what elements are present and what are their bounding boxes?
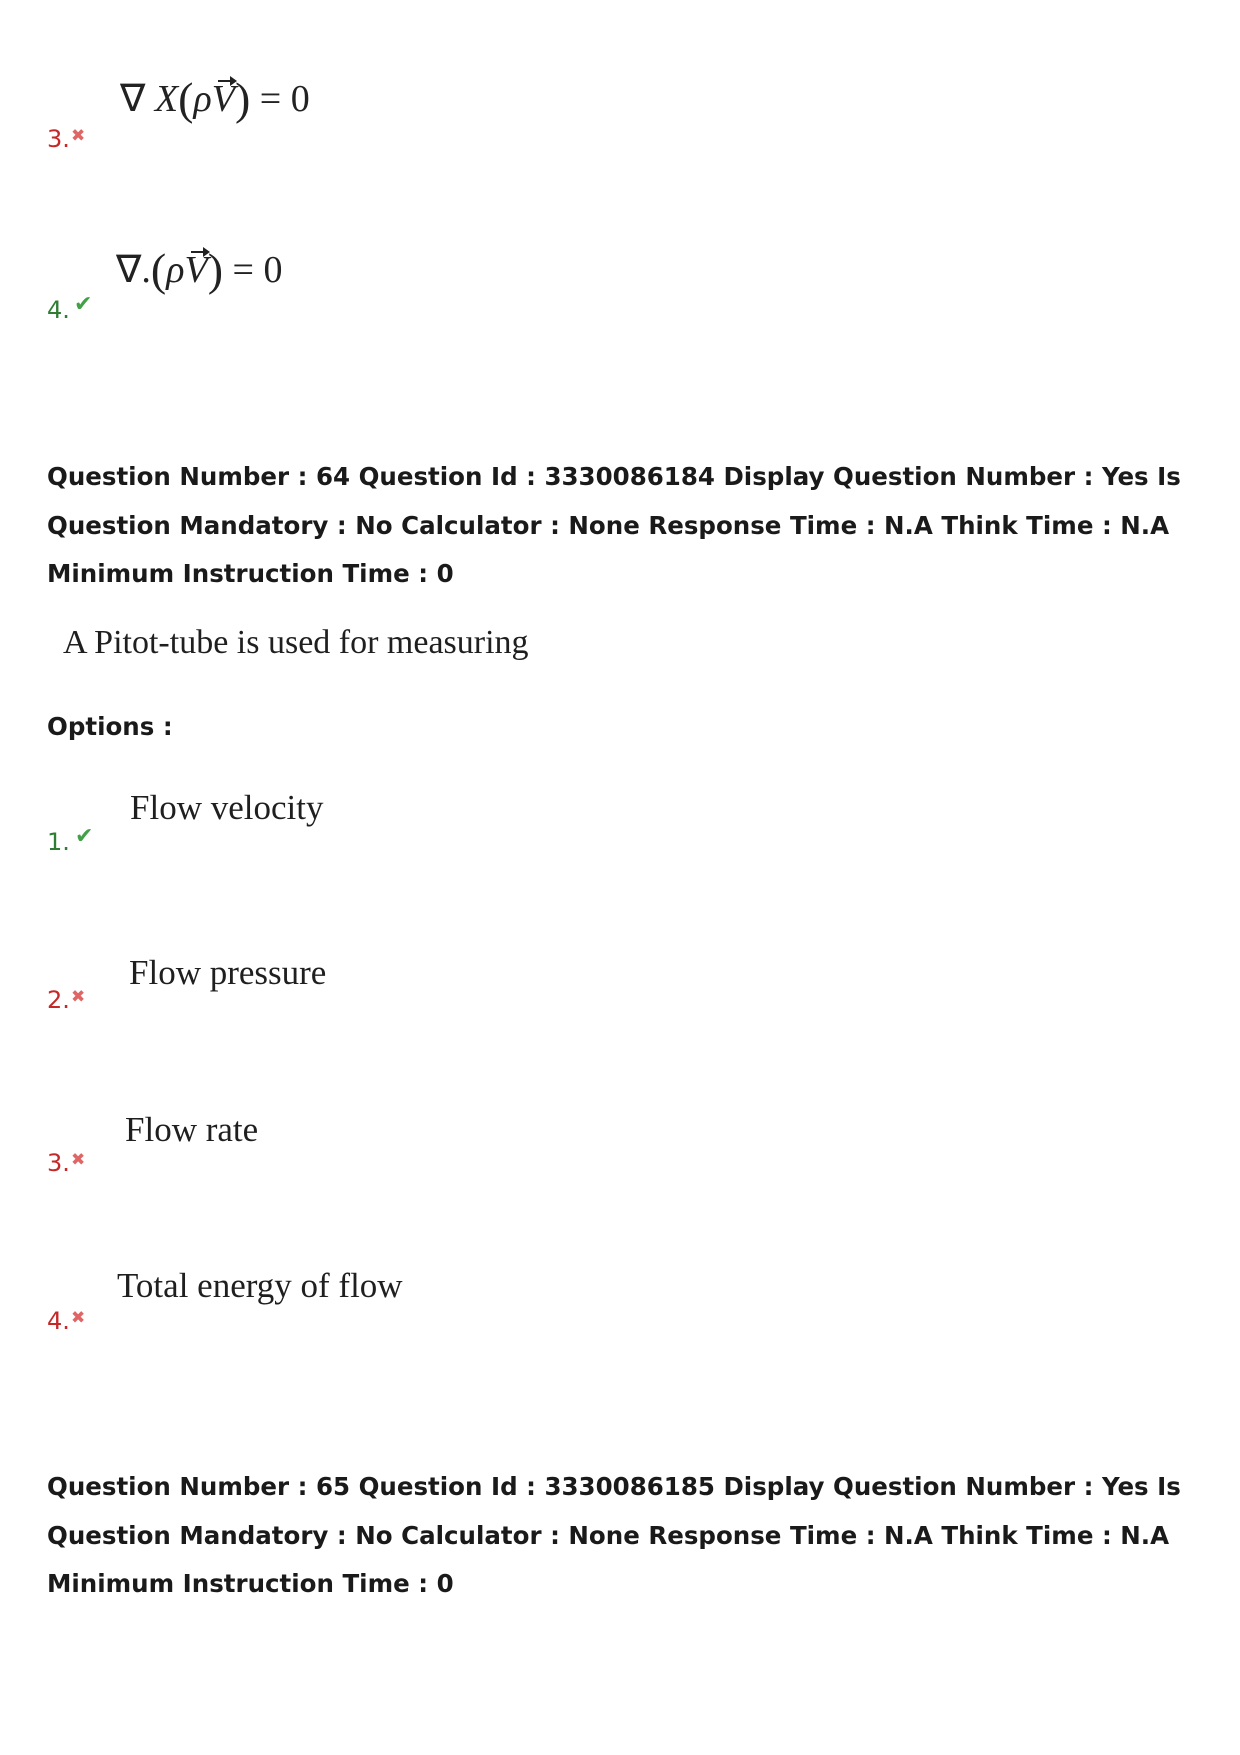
prev-option-4-formula	[116, 243, 282, 296]
check-icon: ✔	[75, 824, 94, 849]
option-number: 1.	[47, 828, 70, 856]
option-number: 4.	[47, 296, 70, 324]
right-paren: )	[234, 73, 251, 124]
cross-icon: ✖	[71, 1308, 86, 1328]
q64-option-2-text: Flow pressure	[129, 953, 327, 992]
cross-icon: ✖	[71, 126, 86, 146]
cross-operator: X	[154, 78, 179, 120]
option-number: 3.	[47, 1149, 70, 1177]
options-label: Options :	[47, 712, 173, 741]
equals-zero: = 0	[259, 78, 310, 120]
q64-option-3-text: Flow rate	[125, 1110, 259, 1149]
option-number: 4.	[47, 1307, 70, 1335]
option-number: 2.	[47, 986, 70, 1014]
q64-option-1-text: Flow velocity	[130, 788, 324, 827]
right-paren: )	[207, 244, 224, 295]
cross-icon: ✖	[71, 987, 86, 1007]
nabla-symbol: ∇	[120, 78, 146, 120]
option-number: 3.	[47, 125, 70, 153]
equals-zero: = 0	[232, 249, 283, 291]
dot-operator: .	[141, 249, 151, 291]
cross-icon: ✖	[71, 1150, 86, 1170]
vector-v: V	[211, 78, 235, 120]
nabla-symbol: ∇	[116, 249, 142, 291]
left-paren: (	[178, 73, 194, 124]
question-65-meta: Question Number : 65 Question Id : 3330086185 Display Question Number : Yes Is Question Mandatory : No Calculator : None Response Time : N.A Think Time : N.A Minimum Instruction Time : 0	[47, 1472, 1181, 1598]
left-paren: (	[150, 244, 167, 295]
question-64-meta: Question Number : 64 Question Id : 3330086184 Display Question Number : Yes Is Question Mandatory : No Calculator : None Response Time : N.A Think Time : N.A Minimum Instruction Time : 0	[47, 462, 1181, 588]
question-64-text: A Pitot-tube is used for measuring	[63, 624, 529, 661]
rho-symbol: ρ	[193, 78, 212, 120]
q64-option-4-text: Total energy of flow	[117, 1266, 403, 1305]
vector-v: V	[184, 249, 208, 291]
check-icon: ✔	[74, 292, 93, 317]
rho-symbol: ρ	[166, 249, 185, 291]
prev-option-3-formula	[120, 72, 310, 125]
